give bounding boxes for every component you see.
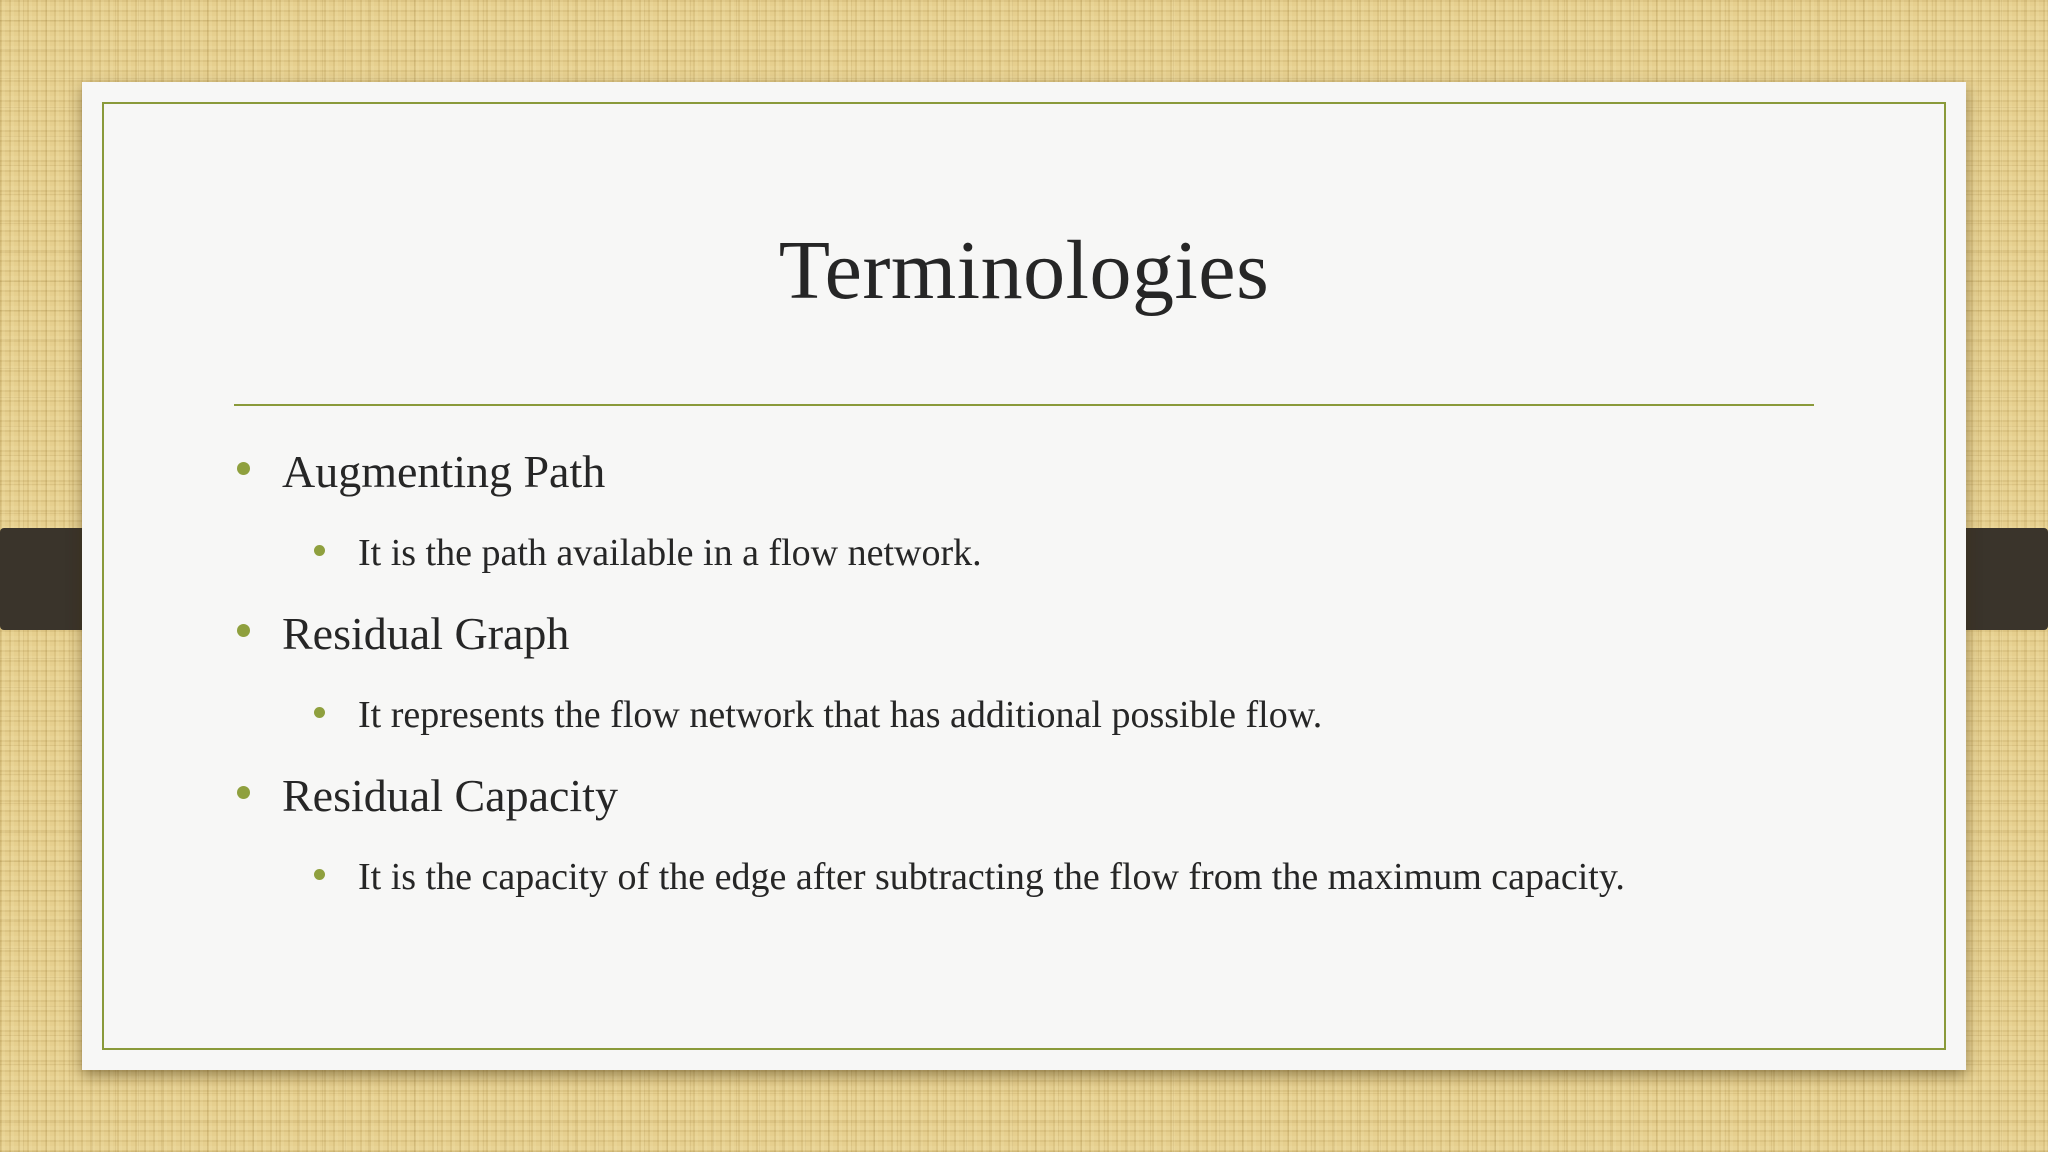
- bullet-label: Augmenting Path: [282, 446, 606, 497]
- bullet-item: [234, 432, 1834, 512]
- slide-title: Terminologies: [778, 224, 1270, 317]
- title-divider: [234, 404, 1814, 406]
- sub-bullet-item: [234, 512, 1834, 594]
- bullet-dot-icon: [237, 786, 250, 799]
- slide-card: [82, 82, 1966, 1070]
- bullet-label: Residual Graph: [282, 608, 570, 659]
- bullet-item: [234, 594, 1834, 674]
- sub-bullet-item: [234, 674, 1834, 756]
- bullet-item: [234, 756, 1834, 836]
- sub-bullet-dot-icon: [314, 545, 325, 556]
- sub-bullet-text: It is the capacity of the edge after subtracting the flow from the maximum capacity.: [358, 856, 1625, 898]
- sub-bullet-text: It is the path available in a flow network.: [358, 532, 982, 574]
- bullet-dot-icon: [237, 462, 250, 475]
- sub-bullet-text: It represents the flow network that has additional possible flow.: [358, 694, 1323, 736]
- sub-bullet-dot-icon: [314, 707, 325, 718]
- bullet-label: Residual Capacity: [282, 770, 618, 821]
- bullet-list: [234, 432, 1834, 918]
- sub-bullet-item: [234, 836, 1834, 918]
- sub-bullet-dot-icon: [314, 869, 325, 880]
- bullet-dot-icon: [237, 624, 250, 637]
